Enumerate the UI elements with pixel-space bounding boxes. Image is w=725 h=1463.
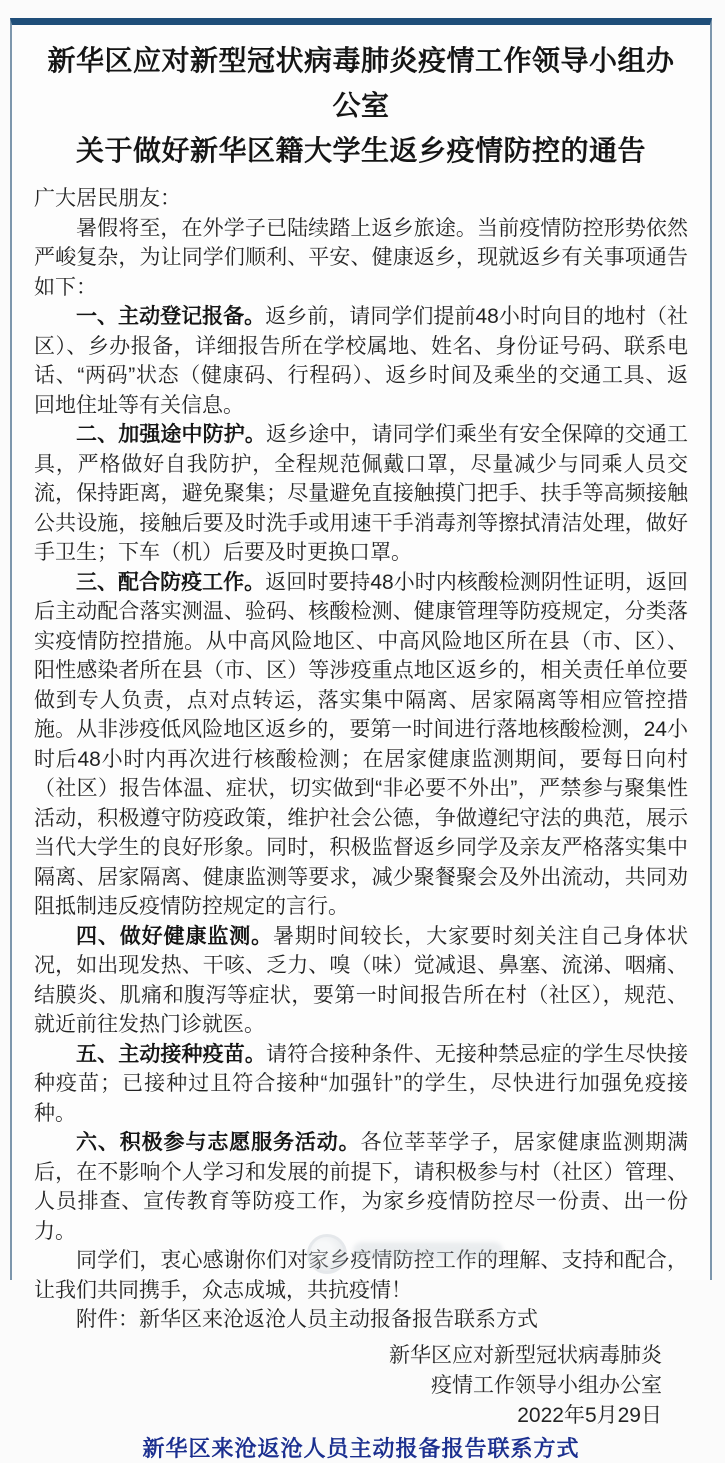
intro-paragraph: 暑假将至，在外学子已陆续踏上返乡旅途。当前疫情防控形势依然严峻复杂，为让同学们顺利、平安、健康返乡，现就返乡有关事项通告如下： <box>34 216 688 299</box>
notice-document <box>10 18 712 1461</box>
section-3-heading: 三、配合防疫工作。 <box>76 570 266 594</box>
section-6-body: 各位莘莘学子，居家健康监测期满后，在不影响个人学习和发展的前提下，请积极参与村（社区）管理、人员排查、宣传教育等防疫工作，为家乡疫情防控尽一份责、出一份力。 <box>34 1131 689 1243</box>
salutation: 广大居民朋友： <box>34 187 181 210</box>
section-1 <box>34 302 688 420</box>
notice-body <box>34 184 688 1335</box>
notice-title <box>34 39 688 174</box>
section-5-body: 请符合接种条件、无接种禁忌症的学生尽快接种疫苗；已接种过且符合接种“加强针”的学生，尽快进行加强免疫接种。 <box>34 1042 689 1125</box>
section-2-body: 返乡途中，请同学们乘坐有安全保障的交通工具，严格做好自我防护，全程规范佩戴口罩，尽量减少与同乘人员交流，保持距离，避免聚集；尽量避免直接触摸门把手、扶手等高频接触公共设施，接触后要及时洗手或用速干手消毒剂等擦拭清洁处理，做好手卫生；下车（机）后要及时更换口罩。 <box>34 423 689 564</box>
section-3 <box>34 568 688 922</box>
section-1-heading: 一、主动登记报备。 <box>76 305 266 328</box>
section-4-body: 暑期时间较长，大家要时刻关注自己身体状况，如出现发热、干咳、乏力、嗅（味）觉减退、鼻塞、流涕、咽痛、结膜炎、肌痛和腹泻等症状，要第一时间报告所在村（社区），规范、就近前往发热门诊就医。 <box>34 924 688 1036</box>
signature-block <box>34 1341 688 1431</box>
section-5-heading: 五、主动接种疫苗。 <box>76 1042 266 1066</box>
section-6 <box>34 1128 688 1246</box>
signature-org-line1: 新华区应对新型冠状病毒肺炎 <box>389 1343 662 1367</box>
section-5 <box>34 1040 688 1129</box>
section-2-heading: 二、加强途中防护。 <box>76 423 266 446</box>
signature-date: 2022年5月29日 <box>517 1403 662 1427</box>
section-4 <box>34 922 688 1040</box>
attachment-line: 附件：新华区来沧返沧人员主动报备报告联系方式 <box>76 1308 538 1331</box>
closing-paragraph: 同学们，衷心感谢你们对家乡疫情防控工作的理解、支持和配合，让我们共同携手，众志成城，共抗疫情！ <box>34 1249 688 1302</box>
notice-title-line1: 新华区应对新型冠状病毒肺炎疫情工作领导小组办公室 <box>47 46 675 122</box>
section-3-body: 返回时要持48小时内核酸检测阴性证明，返回后主动配合落实测温、验码、核酸检测、健康管理等防疫规定，分类落实疫情防控措施。从中高风险地区、中高风险地区所在县（市、区）、阳性感染者所在县（市、区）等涉疫重点地区返乡的，相关责任单位要做到专人负责，点对点转运，落实集中隔离、居家隔离等相应管控措施。从非涉疫低风险地区返乡的，要第一时间进行落地核酸检测，24小时后48小时内再次进行核酸检测；在居家健康监测期间，要每日向村（社区）报告体温、症状，切实做到“非必要不外出”，严禁参与聚集性活动，积极遵守防疫政策，维护社会公德，争做遵纪守法的典范，展示当代大学生的良好形象。同时，积极监督返乡同学及亲友严格落实集中隔离、居家隔离、健康监测等要求，减少聚餐聚会及外出流动，共同劝阻抵制违反疫情防控规定的言行。 <box>34 570 689 918</box>
section-4-heading: 四、做好健康监测。 <box>76 924 273 948</box>
signature-org-line2: 疫情工作领导小组办公室 <box>431 1373 662 1397</box>
section-2 <box>34 420 688 568</box>
attachment-contact-link[interactable]: 新华区来沧返沧人员主动报备报告联系方式 <box>142 1435 580 1461</box>
section-6-heading: 六、积极参与志愿服务活动。 <box>76 1131 361 1154</box>
notice-title-line2: 关于做好新华区籍大学生返乡疫情防控的通告 <box>75 136 646 167</box>
section-1-body: 返乡前，请同学们提前48小时向目的地村（社区）、乡办报备，详细报告所在学校属地、姓名、身份证号码、联系电话、“两码”状态（健康码、行程码）、返乡时间及乘坐的交通工具、返回地住址等有关信息。 <box>34 305 689 417</box>
